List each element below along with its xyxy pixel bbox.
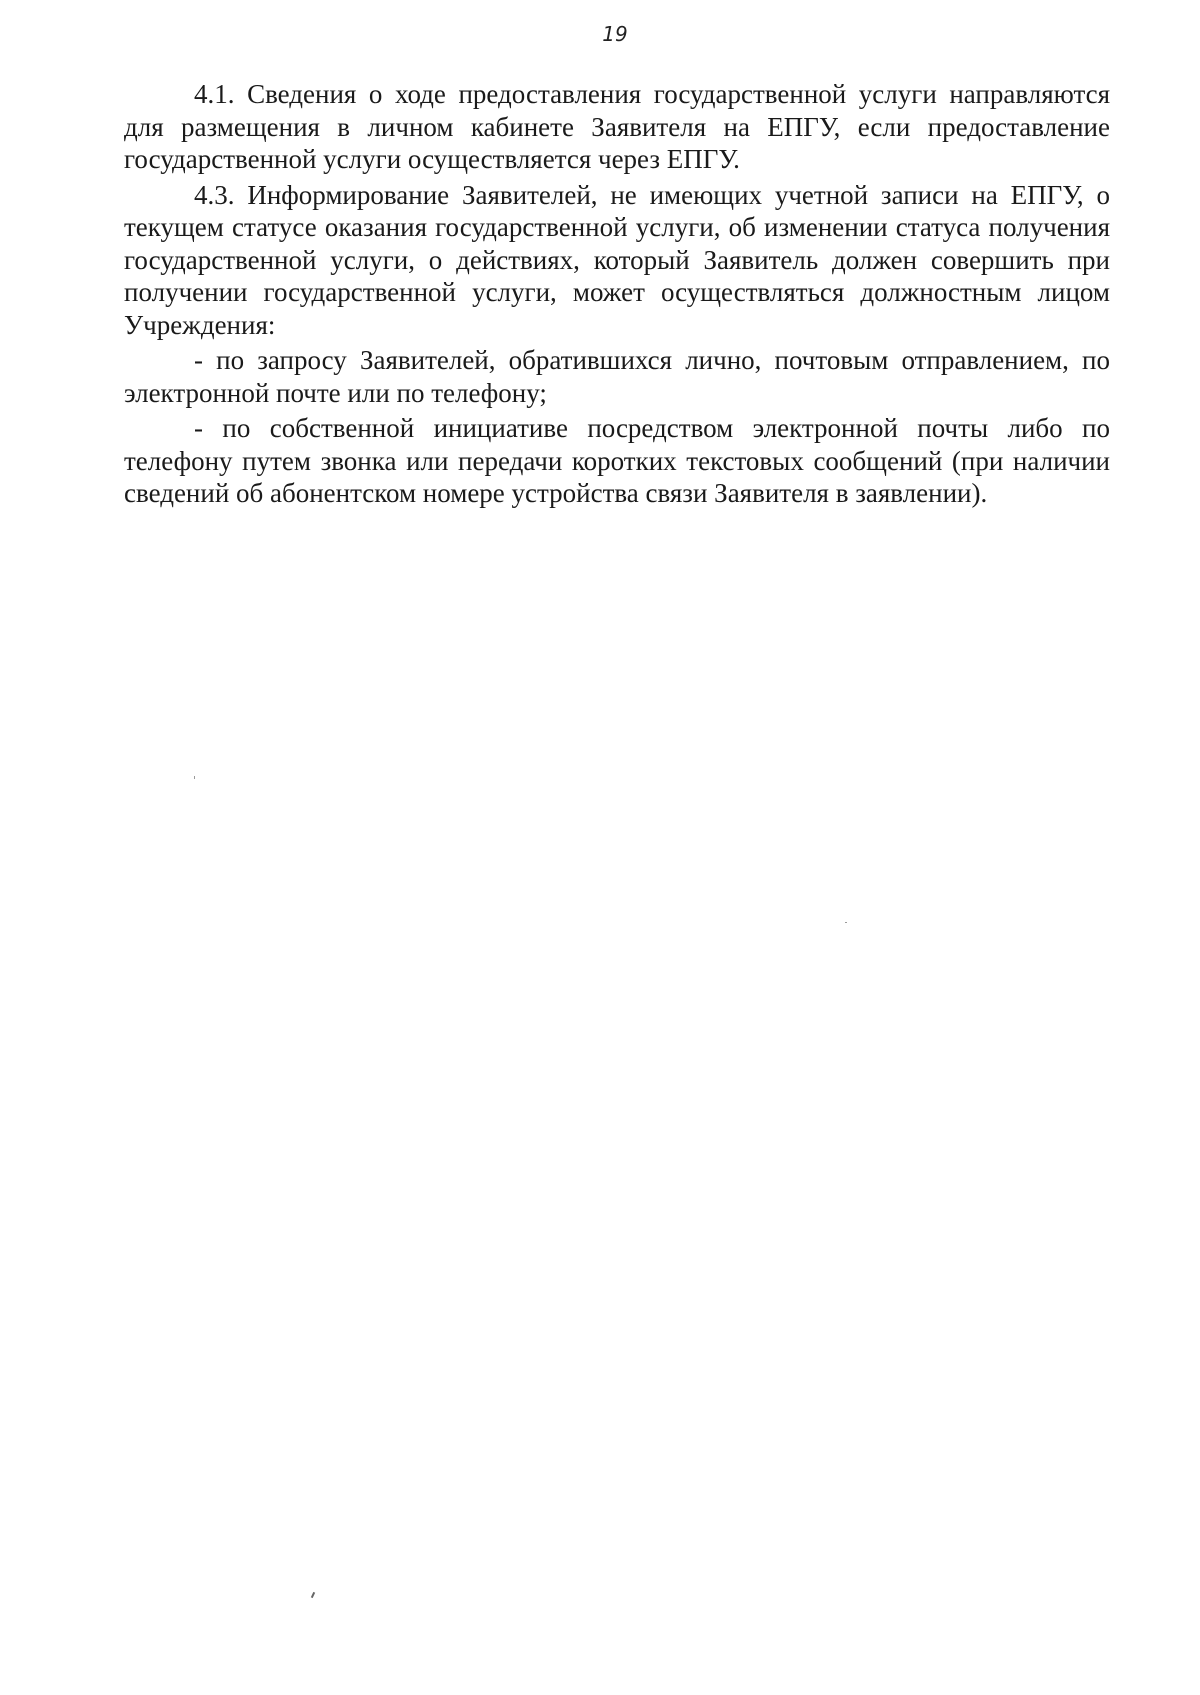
list-item-by-request: - по запросу Заявителей, обратившихся лично, почтовым отправлением, по электронной почте или по телефону;	[124, 345, 1110, 408]
paragraph-4-3: 4.3. Информирование Заявителей, не имеющих учетной записи на ЕПГУ, о текущем статусе оказания государственной услуги, об изменении статуса получения государственной услуги, о действиях, который Заявитель должен совершить при получении государственной услуги, может осуществляться должностным лицом Учреждения:	[124, 179, 1110, 340]
page-number: 19	[602, 22, 628, 46]
scan-speck	[194, 776, 195, 779]
paragraph-4-1: 4.1. Сведения о ходе предоставления государственной услуги направляются для размещения в личном кабинете Заявителя на ЕПГУ, если предоставление государственной услуги осуществляется через ЕПГУ.	[124, 79, 1110, 174]
scan-speck	[845, 922, 847, 923]
scan-speck	[311, 1592, 315, 1598]
list-item-own-initiative: - по собственной инициативе посредством электронной почты либо по телефону путем звонка или передачи коротких текстовых сообщений (при наличии сведений об абонентском номере устройства связи Заявителя в заявлении).	[124, 413, 1110, 508]
document-body	[124, 78, 1110, 513]
